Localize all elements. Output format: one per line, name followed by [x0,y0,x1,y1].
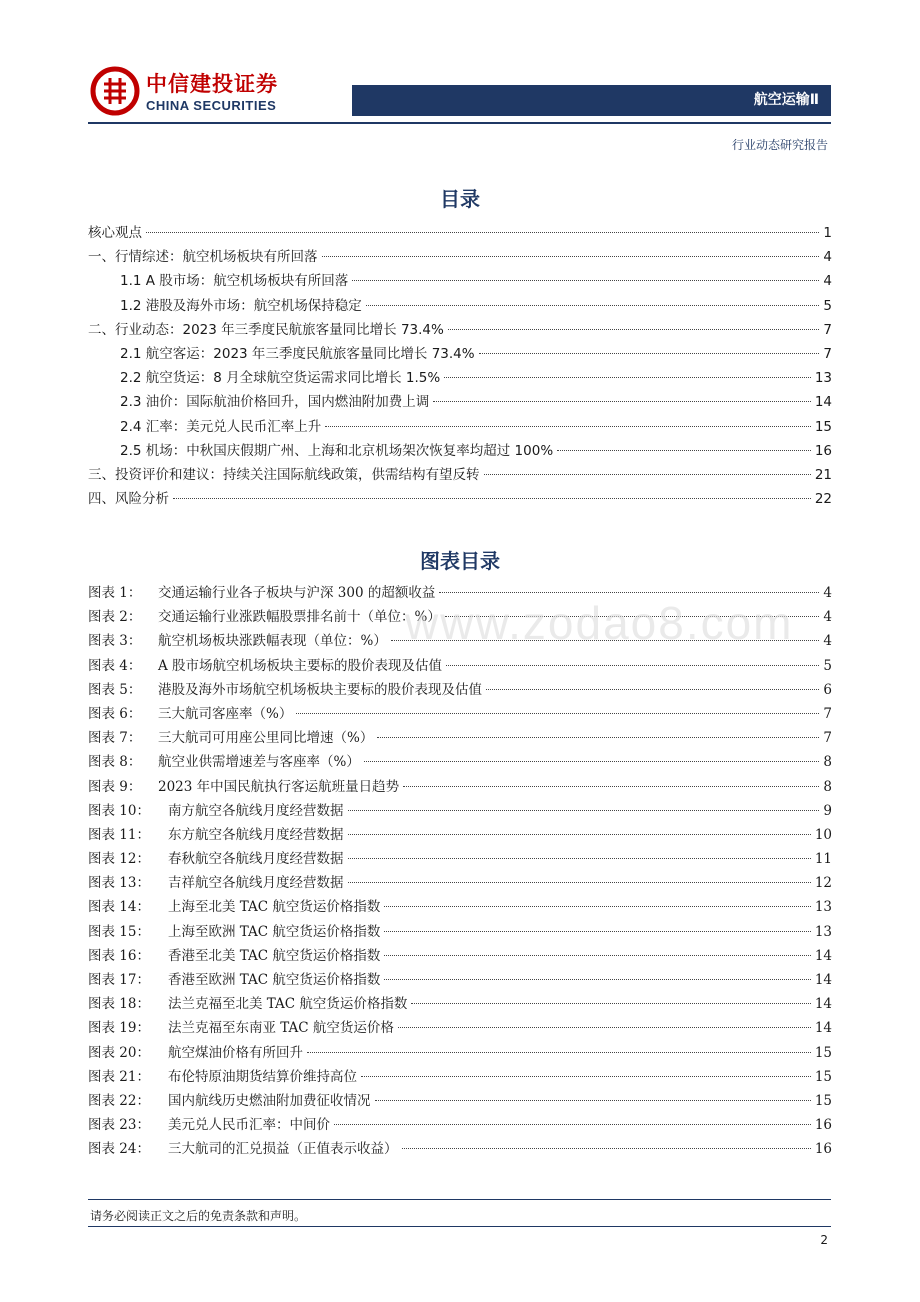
figure-number: 图表 4： [88,657,142,674]
figure-entry[interactable] [88,1065,832,1089]
figure-number: 图表 24： [88,1141,150,1158]
dot-leader [296,713,819,714]
figure-page: 7 [823,730,832,747]
dot-leader [334,1124,811,1125]
toc-entry[interactable] [88,245,832,269]
dot-leader [364,761,820,762]
toc-entry-page: 7 [823,321,832,338]
figure-entry[interactable] [88,1016,832,1040]
figure-entry[interactable] [88,726,832,750]
toc-entry-text: 2.2 航空货运：8 月全球航空货运需求同比增长 1.5% [120,370,441,387]
dot-leader [348,858,811,859]
toc-entry-text: 一、行情综述：航空机场板块有所回落 [88,249,318,266]
figures-title: 图表目录 [420,549,500,573]
dot-leader [173,498,811,499]
industry-banner: 航空运输Ⅱ [352,85,831,116]
figure-entry[interactable] [88,823,832,847]
dot-leader [384,931,810,932]
dot-leader [384,955,810,956]
dot-leader [411,1003,810,1004]
dot-leader [348,810,820,811]
figure-title: 上海至北美 TAC 航空货运价格指数 [168,899,381,916]
figure-page: 4 [823,585,832,601]
figure-page: 15 [814,1092,832,1109]
figure-number: 图表 14： [88,899,150,916]
dot-leader [448,329,820,330]
disclaimer: 请务必阅读正文之后的免责条款和声明。 [90,1209,307,1223]
dot-leader [446,665,819,666]
figure-number: 图表 17： [88,972,150,988]
figure-page: 14 [814,947,832,964]
logo-text-en: CHINA SECURITIES [146,98,277,113]
dot-leader [352,280,819,281]
dot-leader [403,786,819,787]
figure-number: 图表 2： [88,609,142,626]
figure-title: 2023 年中国民航执行客运航班量日趋势 [158,778,400,795]
figure-number: 图表 15： [88,923,150,940]
dot-leader [384,979,810,980]
toc-entry-page: 5 [823,297,832,314]
header-divider [88,122,831,124]
dot-leader [366,305,820,306]
toc-entry[interactable] [88,269,832,293]
figure-page: 16 [814,1117,832,1134]
toc-list [88,221,832,511]
figure-page: 15 [814,1044,832,1061]
footer-divider-bottom [88,1226,831,1227]
figure-page: 8 [823,778,832,795]
figure-page: 13 [814,923,832,940]
toc-entry-text: 1.2 港股及海外市场：航空机场保持稳定 [120,297,362,314]
figure-title: 东方航空各航线月度经营数据 [168,826,344,843]
figure-title: 春秋航空各航线月度经营数据 [168,851,344,868]
figure-number: 图表 11： [88,826,150,843]
figure-number: 图表 1： [88,585,142,601]
toc-entry[interactable] [88,366,832,390]
toc-entry-text: 2.1 航空客运：2023 年三季度民航旅客量同比增长 73.4% [120,345,475,362]
figure-number: 图表 5： [88,681,142,698]
dot-leader [433,401,811,402]
figure-title: 航空机场板块涨跌幅表现（单位：%） [158,633,387,650]
dot-leader [557,450,811,451]
page-number: 2 [820,1233,828,1247]
figure-entry[interactable] [88,920,832,944]
figure-number: 图表 19： [88,1020,150,1037]
figure-page: 12 [814,875,832,892]
figure-entry[interactable] [88,1137,832,1161]
figure-title: 三大航司客座率（%） [158,705,293,722]
toc-entry-text: 2.4 汇率：美元兑人民币汇率上升 [120,418,322,435]
figure-page: 16 [814,1141,832,1158]
figure-title: 香港至欧洲 TAC 航空货运价格指数 [168,972,381,988]
toc-entry[interactable] [88,439,832,463]
dot-leader [361,1076,811,1077]
figure-page: 14 [814,996,832,1013]
figure-number: 图表 23： [88,1117,150,1134]
dot-leader [348,882,811,883]
figure-number: 图表 8： [88,754,142,771]
toc-entry[interactable] [88,318,832,342]
dot-leader [307,1052,811,1053]
figure-entry[interactable] [88,702,832,726]
toc-entry[interactable] [88,294,832,318]
figure-number: 图表 9： [88,778,142,795]
toc-entry[interactable] [88,463,832,487]
toc-entry-text: 四、风险分析 [88,491,169,508]
figure-page: 4 [823,633,832,650]
figure-entry[interactable] [88,654,832,678]
toc-entry-text: 核心观点 [88,225,142,241]
figure-title: 交通运输行业各子板块与沪深 300 的超额收益 [158,585,436,601]
figure-title: 法兰克福至东南亚 TAC 航空货运价格 [168,1020,394,1037]
toc-entry-page: 1 [823,225,832,241]
dot-leader [325,426,811,427]
toc-entry[interactable] [88,487,832,511]
figure-page: 9 [823,802,832,819]
figure-title: 香港至北美 TAC 航空货运价格指数 [168,947,381,964]
dot-leader [375,1100,811,1101]
dot-leader [484,474,811,475]
figure-number: 图表 12： [88,851,150,868]
dot-leader [479,353,820,354]
figure-page: 13 [814,899,832,916]
figure-entry[interactable] [88,1113,832,1137]
dot-leader [322,256,820,257]
toc-entry-page: 16 [814,442,832,459]
toc-entry-page: 15 [814,418,832,435]
dot-leader [439,592,819,593]
figure-entry[interactable] [88,678,832,702]
toc-entry-text: 三、投资评价和建议：持续关注国际航线政策，供需结构有望反转 [88,466,480,483]
figure-number: 图表 6： [88,705,142,722]
figure-title: 上海至欧洲 TAC 航空货运价格指数 [168,923,381,940]
toc-entry-text: 2.5 机场：中秋国庆假期广州、上海和北京机场架次恢复率均超过 100% [120,442,554,459]
figure-entry[interactable] [88,799,832,823]
toc-entry[interactable] [88,415,832,439]
dot-leader [486,689,819,690]
report-type: 行业动态研究报告 [731,138,828,152]
toc-entry-page: 4 [823,249,832,266]
toc-entry-text: 1.1 A 股市场：航空机场板块有所回落 [120,273,349,290]
toc-title: 目录 [440,187,480,211]
figure-entry[interactable] [88,871,832,895]
toc-entry[interactable] [88,342,832,366]
toc-entry[interactable] [88,221,832,245]
figure-page: 15 [814,1068,832,1085]
dot-leader [398,1027,811,1028]
dot-leader [444,377,811,378]
watermark: www.zodao8.com [405,597,794,649]
toc-entry-text: 二、行业动态：2023 年三季度民航旅客量同比增长 73.4% [88,321,444,338]
figure-entry[interactable] [88,895,832,919]
figure-page: 5 [823,657,832,674]
toc-entry-page: 21 [814,466,832,483]
figure-entry[interactable] [88,1089,832,1113]
figure-entry[interactable] [88,1041,832,1065]
figure-entry[interactable] [88,750,832,774]
logo-text-cn: 中信建投证券 [146,72,278,96]
figure-title: 法兰克福至北美 TAC 航空货运价格指数 [168,996,408,1013]
figure-title: 航空煤油价格有所回升 [168,1044,303,1061]
figure-page: 7 [823,705,832,722]
figures-list [88,581,832,1162]
figure-page: 14 [814,1020,832,1037]
dot-leader [348,834,811,835]
figure-page: 11 [814,851,832,868]
dot-leader [402,1148,811,1149]
dot-leader [377,737,819,738]
figure-page: 14 [814,972,832,988]
figure-page: 10 [814,826,832,843]
toc-entry-page: 13 [814,370,832,387]
figure-title: A 股市场航空机场板块主要标的股价表现及估值 [158,657,443,674]
figure-number: 图表 3： [88,633,142,650]
figure-title: 南方航空各航线月度经营数据 [168,802,344,819]
figure-page: 8 [823,754,832,771]
figure-page: 6 [823,681,832,698]
toc-entry-page: 14 [814,394,832,411]
figure-title: 三大航司可用座公里同比增速（%） [158,730,374,747]
figure-title: 航空业供需增速差与客座率（%） [158,754,360,771]
china-securities-logo-icon [90,66,140,116]
page-header [0,0,920,160]
toc-entry[interactable] [88,390,832,414]
figure-title: 美元兑人民币汇率：中间价 [168,1117,330,1134]
dot-leader [384,906,810,907]
toc-entry-page: 4 [823,273,832,290]
figure-title: 国内航线历史燃油附加费征收情况 [168,1092,371,1109]
figure-entry[interactable] [88,968,832,992]
figure-entry[interactable] [88,847,832,871]
figure-entry[interactable] [88,944,832,968]
figure-entry[interactable] [88,992,832,1016]
figure-number: 图表 22： [88,1092,150,1109]
figure-number: 图表 21： [88,1068,150,1085]
figure-number: 图表 13： [88,875,150,892]
figure-title: 港股及海外市场航空机场板块主要标的股价表现及估值 [158,681,482,698]
toc-entry-page: 7 [823,345,832,362]
toc-entry-text: 2.3 油价：国际航油价格回升，国内燃油附加费上调 [120,394,430,411]
figure-title: 吉祥航空各航线月度经营数据 [168,875,344,892]
figure-title: 交通运输行业涨跌幅股票排名前十（单位：%） [158,609,441,626]
figure-number: 图表 7： [88,730,142,747]
footer-divider [88,1199,831,1200]
dot-leader [146,232,819,233]
figure-page: 4 [823,609,832,626]
figure-number: 图表 10： [88,802,150,819]
figure-number: 图表 20： [88,1044,150,1061]
toc-entry-page: 22 [814,491,832,508]
figure-title: 三大航司的汇兑损益（正值表示收益） [168,1141,398,1158]
figure-number: 图表 16： [88,947,150,964]
figure-entry[interactable] [88,775,832,799]
figure-title: 布伦特原油期货结算价维持高位 [168,1068,357,1085]
figure-number: 图表 18： [88,996,150,1013]
